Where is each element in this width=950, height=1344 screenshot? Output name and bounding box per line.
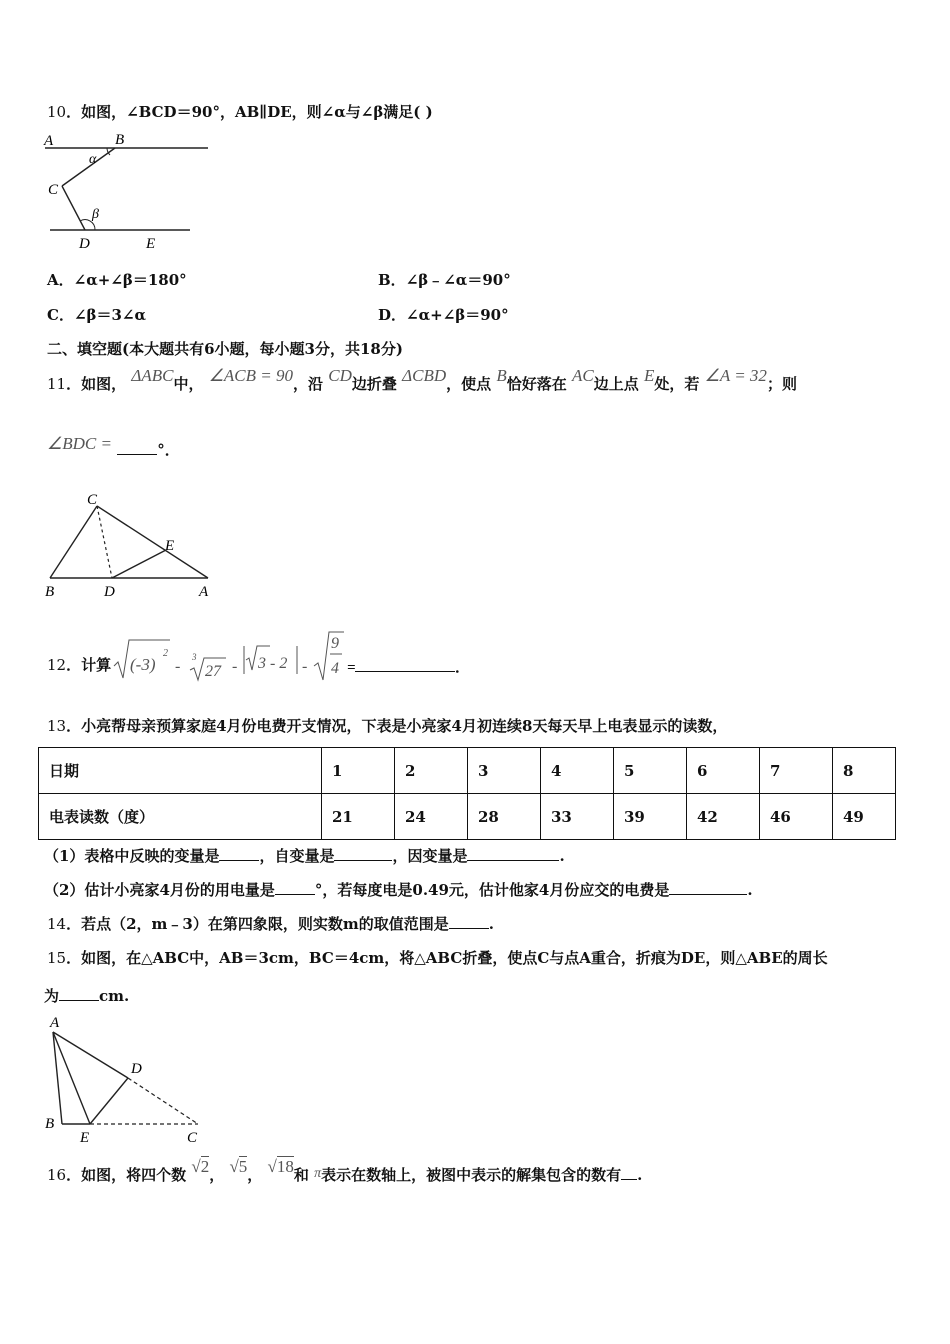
q13-stem: [47, 716, 727, 736]
q10-stem: [47, 102, 433, 122]
q15-label-c: C: [187, 1130, 198, 1145]
q12-minus-1: -: [175, 658, 181, 675]
table-cell: 2: [395, 748, 468, 794]
table-cell: 33: [541, 794, 614, 840]
table-cell: 28: [468, 794, 541, 840]
q14-stem: [47, 914, 494, 934]
q16-text-1: ．如图，将四个数: [66, 1166, 187, 1184]
q15-label-b: B: [45, 1116, 55, 1132]
q15-label-a: A: [50, 1015, 60, 1031]
table-cell: 21: [322, 794, 395, 840]
q12-radicand-2: 27: [205, 663, 221, 680]
table-cell: 24: [395, 794, 468, 840]
q10-number: 10: [47, 103, 67, 121]
q13-blank-1[interactable]: [219, 846, 259, 861]
table-cell: 3: [468, 748, 541, 794]
q10-text: ．如图，∠BCD＝90°，AB∥DE，则∠α与∠β满足( ): [66, 103, 433, 121]
q12-tail: ．: [455, 658, 471, 676]
q14-answer-blank[interactable]: [449, 914, 489, 929]
q16-root-1: 2: [200, 1157, 210, 1176]
q15-stem: [47, 948, 828, 968]
q11-stem: [47, 366, 797, 394]
q10-option-d: [378, 305, 509, 325]
q14-text: ．若点（2，m﹣3）在第四象限，则实数m的取值范围是: [66, 915, 449, 933]
q16-root-3: 18: [276, 1157, 294, 1176]
q13-part1-text-4: .: [559, 847, 565, 865]
table-cell: 46: [760, 794, 833, 840]
q11-text-2: 中，: [173, 375, 204, 393]
q11-text-9: ；则: [766, 375, 797, 393]
q10-label-a: A: [44, 133, 54, 149]
q13-number: 13: [47, 717, 67, 735]
q12-abs-rest: - 2: [270, 655, 288, 672]
q15-label-e: E: [80, 1130, 90, 1145]
q16-text-3: 表示在数轴上，被图中表示的解集包含的数有: [321, 1166, 622, 1184]
q16-root-2: 5: [238, 1157, 248, 1176]
q13-part2-text-3: .: [747, 881, 753, 899]
option-a-text: ∠α+∠β＝180°: [73, 271, 187, 289]
q12-fraction-numerator: 9: [331, 635, 339, 652]
q13-blank-4[interactable]: [275, 880, 315, 895]
q12-stem: [47, 655, 111, 675]
q12-cube-index: 3: [192, 652, 197, 662]
q13-part2-text-2: °，若每度电是0.49元，估计他家4月份应交的电费是: [314, 881, 670, 899]
q11-label-a: A: [199, 584, 209, 600]
q13-blank-5[interactable]: [669, 880, 747, 895]
table-cell: 日期: [39, 748, 322, 794]
q12-minus-3: -: [302, 658, 308, 675]
q11-text-8: 处，若: [654, 375, 700, 393]
q10-figure: [40, 128, 220, 253]
q10-label-e: E: [146, 236, 156, 252]
q12-expression: [112, 628, 362, 682]
q15-stem-2: [44, 986, 129, 1006]
q16-stem: 16．如图，将四个数 √2， √5， √18和 π表示在数轴上，被图中表示的解集包含的数有 .: [47, 1157, 643, 1184]
q10-option-c: [47, 305, 146, 325]
q13-part1-text-3: ，因变量是: [392, 847, 468, 865]
q11-text-3: ，沿: [293, 375, 324, 393]
q15-text-2: 为: [44, 987, 60, 1005]
q11-text-6: 恰好落在: [506, 375, 567, 393]
q15-figure: [40, 1010, 215, 1145]
section-title: 二、填空题(本大题共有6小题，每小题3分，共18分): [47, 340, 403, 358]
q16-number: 16: [47, 1166, 67, 1184]
q12-minus-2: -: [232, 658, 238, 675]
q10-label-d: D: [79, 236, 90, 252]
option-d-text: ∠α+∠β＝90°: [406, 306, 509, 324]
q16-answer-blank[interactable]: [621, 1165, 637, 1180]
q11-answer-line: [47, 434, 180, 460]
q12-text-1: ．计算: [66, 656, 112, 674]
q11-math-4: ΔCBD: [402, 366, 447, 385]
table-cell: 6: [687, 748, 760, 794]
q11-math-9: ∠BDC =: [47, 434, 112, 453]
q10-label-b: B: [115, 132, 125, 148]
option-b-label: B．: [378, 271, 406, 289]
q13-part2: [44, 880, 753, 900]
table-cell: 8: [833, 748, 896, 794]
option-a-label: A．: [47, 271, 74, 289]
q13-part2-text-1: （2）估计小亮家4月份的用电量是: [44, 881, 275, 899]
q10-option-b: [378, 270, 511, 290]
option-c-label: C．: [47, 306, 74, 324]
option-b-text: ∠β﹣∠α＝90°: [405, 271, 511, 289]
q11-label-b: B: [45, 584, 55, 600]
option-d-label: D．: [378, 306, 407, 324]
q13-part1-text-2: ，自变量是: [259, 847, 335, 865]
q12-answer-blank[interactable]: [355, 657, 455, 672]
q11-tail: °．: [157, 441, 180, 459]
table-cell: 39: [614, 794, 687, 840]
q16-pi: π: [314, 1166, 322, 1181]
q11-math-3: CD: [328, 366, 352, 385]
q11-label-c: C: [87, 492, 98, 508]
q11-math-8: ∠A = 32: [704, 366, 767, 385]
q13-part1-text-1: （1）表格中反映的变量是: [44, 847, 220, 865]
q13-blank-2[interactable]: [334, 846, 392, 861]
q11-label-e: E: [165, 538, 175, 554]
q12-answer: [355, 657, 470, 677]
q10-label-c: C: [48, 182, 59, 198]
q15-label-d: D: [131, 1061, 142, 1077]
table-cell: 7: [760, 748, 833, 794]
table-cell: 49: [833, 794, 896, 840]
q10-label-beta: β: [92, 207, 99, 222]
q15-text-1: ．如图，在△ABC中，AB＝3cm，BC＝4cm，将△ABC折叠，使点C与点A重合，折痕为DE，则△ABE的周长: [66, 949, 828, 967]
q12-exponent: 2: [163, 648, 168, 659]
table-cell: 电表读数（度）: [39, 794, 322, 840]
q11-number: 11: [47, 375, 67, 393]
q14-tail: .: [488, 915, 494, 933]
q11-label-d: D: [104, 584, 115, 600]
q10-label-alpha: α: [89, 152, 97, 167]
q12-radicand-3: 3: [258, 655, 266, 672]
table-cell: 42: [687, 794, 760, 840]
q13-blank-3[interactable]: [467, 846, 559, 861]
q15-number: 15: [47, 949, 67, 967]
q16-text-2: 和: [293, 1166, 309, 1184]
q12-radicand-1: (-3): [130, 655, 156, 674]
table-cell: 5: [614, 748, 687, 794]
option-c-text: ∠β＝3∠α: [73, 306, 147, 324]
q11-text-4: 边折叠: [351, 375, 397, 393]
q16-tail: .: [637, 1166, 643, 1184]
table-row: [39, 748, 896, 794]
meter-reading-table: [38, 747, 896, 840]
q10-option-a: [47, 270, 187, 290]
table-cell: 4: [541, 748, 614, 794]
q14-number: 14: [47, 915, 67, 933]
q15-text-3: cm.: [99, 987, 130, 1005]
q11-text-1: ．如图，: [66, 375, 127, 393]
q13-part1: [44, 846, 565, 866]
q12-equals: =: [347, 660, 356, 676]
q11-answer-blank[interactable]: [117, 440, 157, 455]
q16-comma-1: ，: [209, 1166, 225, 1184]
q11-figure: [40, 488, 220, 603]
q11-text-5: ，使点: [446, 375, 492, 393]
q12-number: 12: [47, 656, 67, 674]
q13-intro: ．小亮帮母亲预算家庭4月份电费开支情况，下表是小亮家4月初连续8天每天早上电表显示的读数，: [66, 717, 728, 735]
q12-fraction-denominator: 4: [331, 660, 339, 677]
q11-math-7: E: [644, 366, 655, 385]
q11-math-2: ∠ACB = 90: [208, 366, 294, 385]
q16-comma-2: ，: [247, 1166, 263, 1184]
q15-answer-blank[interactable]: [59, 986, 99, 1001]
table-cell: 1: [322, 748, 395, 794]
q11-math-5: B: [496, 366, 507, 385]
q11-math-6: AC: [572, 366, 594, 385]
table-row: [39, 794, 896, 840]
q11-math-1: ΔABC: [131, 366, 174, 385]
q11-text-7: 边上点: [593, 375, 639, 393]
